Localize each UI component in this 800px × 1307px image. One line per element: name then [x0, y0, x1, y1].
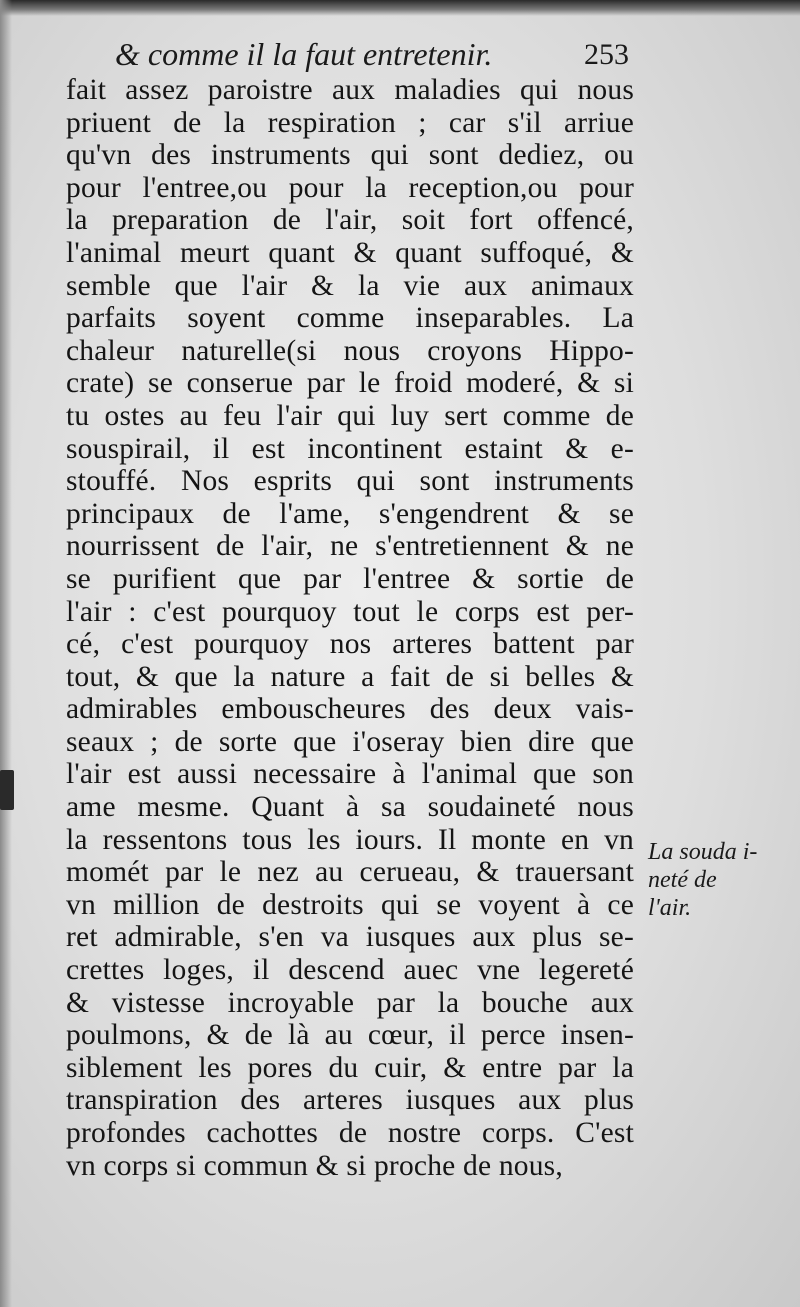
text-line: qu'vn des instruments qui sont dediez, ou	[66, 139, 634, 172]
text-line: momét par le nez au cerueau, & trauersant	[66, 856, 634, 889]
text-line: souspirail, il est incontinent estaint & e-	[66, 432, 634, 465]
text-line: transpiration des arteres iusques aux plus	[66, 1084, 634, 1117]
text-line: parfaits soyent comme inseparables. La	[66, 302, 634, 335]
marginal-note-line: l'air.	[648, 895, 692, 921]
text-line: crate) se conserue par le froid moderé, & si	[66, 367, 634, 400]
marginal-note	[648, 838, 757, 922]
text-line: stouffé. Nos esprits qui sont instruments	[66, 465, 634, 498]
body-text	[66, 74, 634, 1182]
text-line: se purifient que par l'entree & sortie de	[66, 562, 634, 595]
marginal-note-line: neté de	[648, 867, 717, 893]
text-line: principaux de l'ame, s'engendrent & se	[66, 497, 634, 530]
text-line: tout, & que la nature a fait de si belles &	[66, 660, 634, 693]
text-line: crettes loges, il descend auec vne legereté	[66, 954, 634, 987]
text-line: fait assez paroistre aux maladies qui nous	[66, 74, 634, 106]
text-line: la preparation de l'air, soit fort offencé,	[66, 204, 634, 237]
text-line: pour l'entree,ou pour la reception,ou pour	[66, 171, 634, 204]
marginal-note-line: La souda i-	[648, 839, 758, 865]
text-line: vn million de destroits qui se voyent à ce	[66, 888, 634, 921]
running-head: & comme il la faut entretenir.	[115, 36, 493, 72]
text-line: profondes cachottes de nostre corps. C'est	[66, 1117, 634, 1149]
text-line: vn corps si commun & si proche de nous,	[66, 1149, 563, 1182]
text-line: tu ostes au feu l'air qui luy sert comme de	[66, 399, 634, 432]
text-line: siblement les pores du cuir, & entre par la	[66, 1051, 634, 1084]
page-number: 253	[584, 38, 629, 71]
text-line: cé, c'est pourquoy nos arteres battent par	[66, 628, 634, 661]
text-line: ame mesme. Quant à sa soudaineté nous	[66, 791, 634, 824]
text-line: ret admirable, s'en va iusques aux plus se-	[66, 921, 634, 954]
text-line: & vistesse incroyable par la bouche aux	[66, 986, 634, 1019]
text-line: la ressentons tous les iours. Il monte en vn	[66, 823, 634, 856]
text-line: admirables embouscheures des deux vais-	[66, 693, 634, 726]
text-line: semble que l'air & la vie aux animaux	[66, 269, 634, 302]
text-line: priuent de la respiration ; car s'il arriue	[66, 106, 634, 139]
text-line: l'air : c'est pourquoy tout le corps est per-	[66, 595, 634, 628]
text-line: seaux ; de sorte que i'oseray bien dire que	[66, 725, 634, 758]
page-gutter-shadow	[0, 0, 12, 1307]
text-line: l'air est aussi necessaire à l'animal que son	[66, 758, 634, 791]
text-line: poulmons, & de là au cœur, il perce insen-	[66, 1019, 634, 1052]
text-line: nourrissent de l'air, ne s'entretiennent & ne	[66, 530, 634, 563]
text-line: chaleur naturelle(si nous croyons Hippo-	[66, 334, 634, 367]
page-top-edge-shadow	[0, 0, 800, 16]
binding-mark	[0, 770, 14, 810]
text-line: l'animal meurt quant & quant suffoqué, &	[66, 236, 634, 269]
